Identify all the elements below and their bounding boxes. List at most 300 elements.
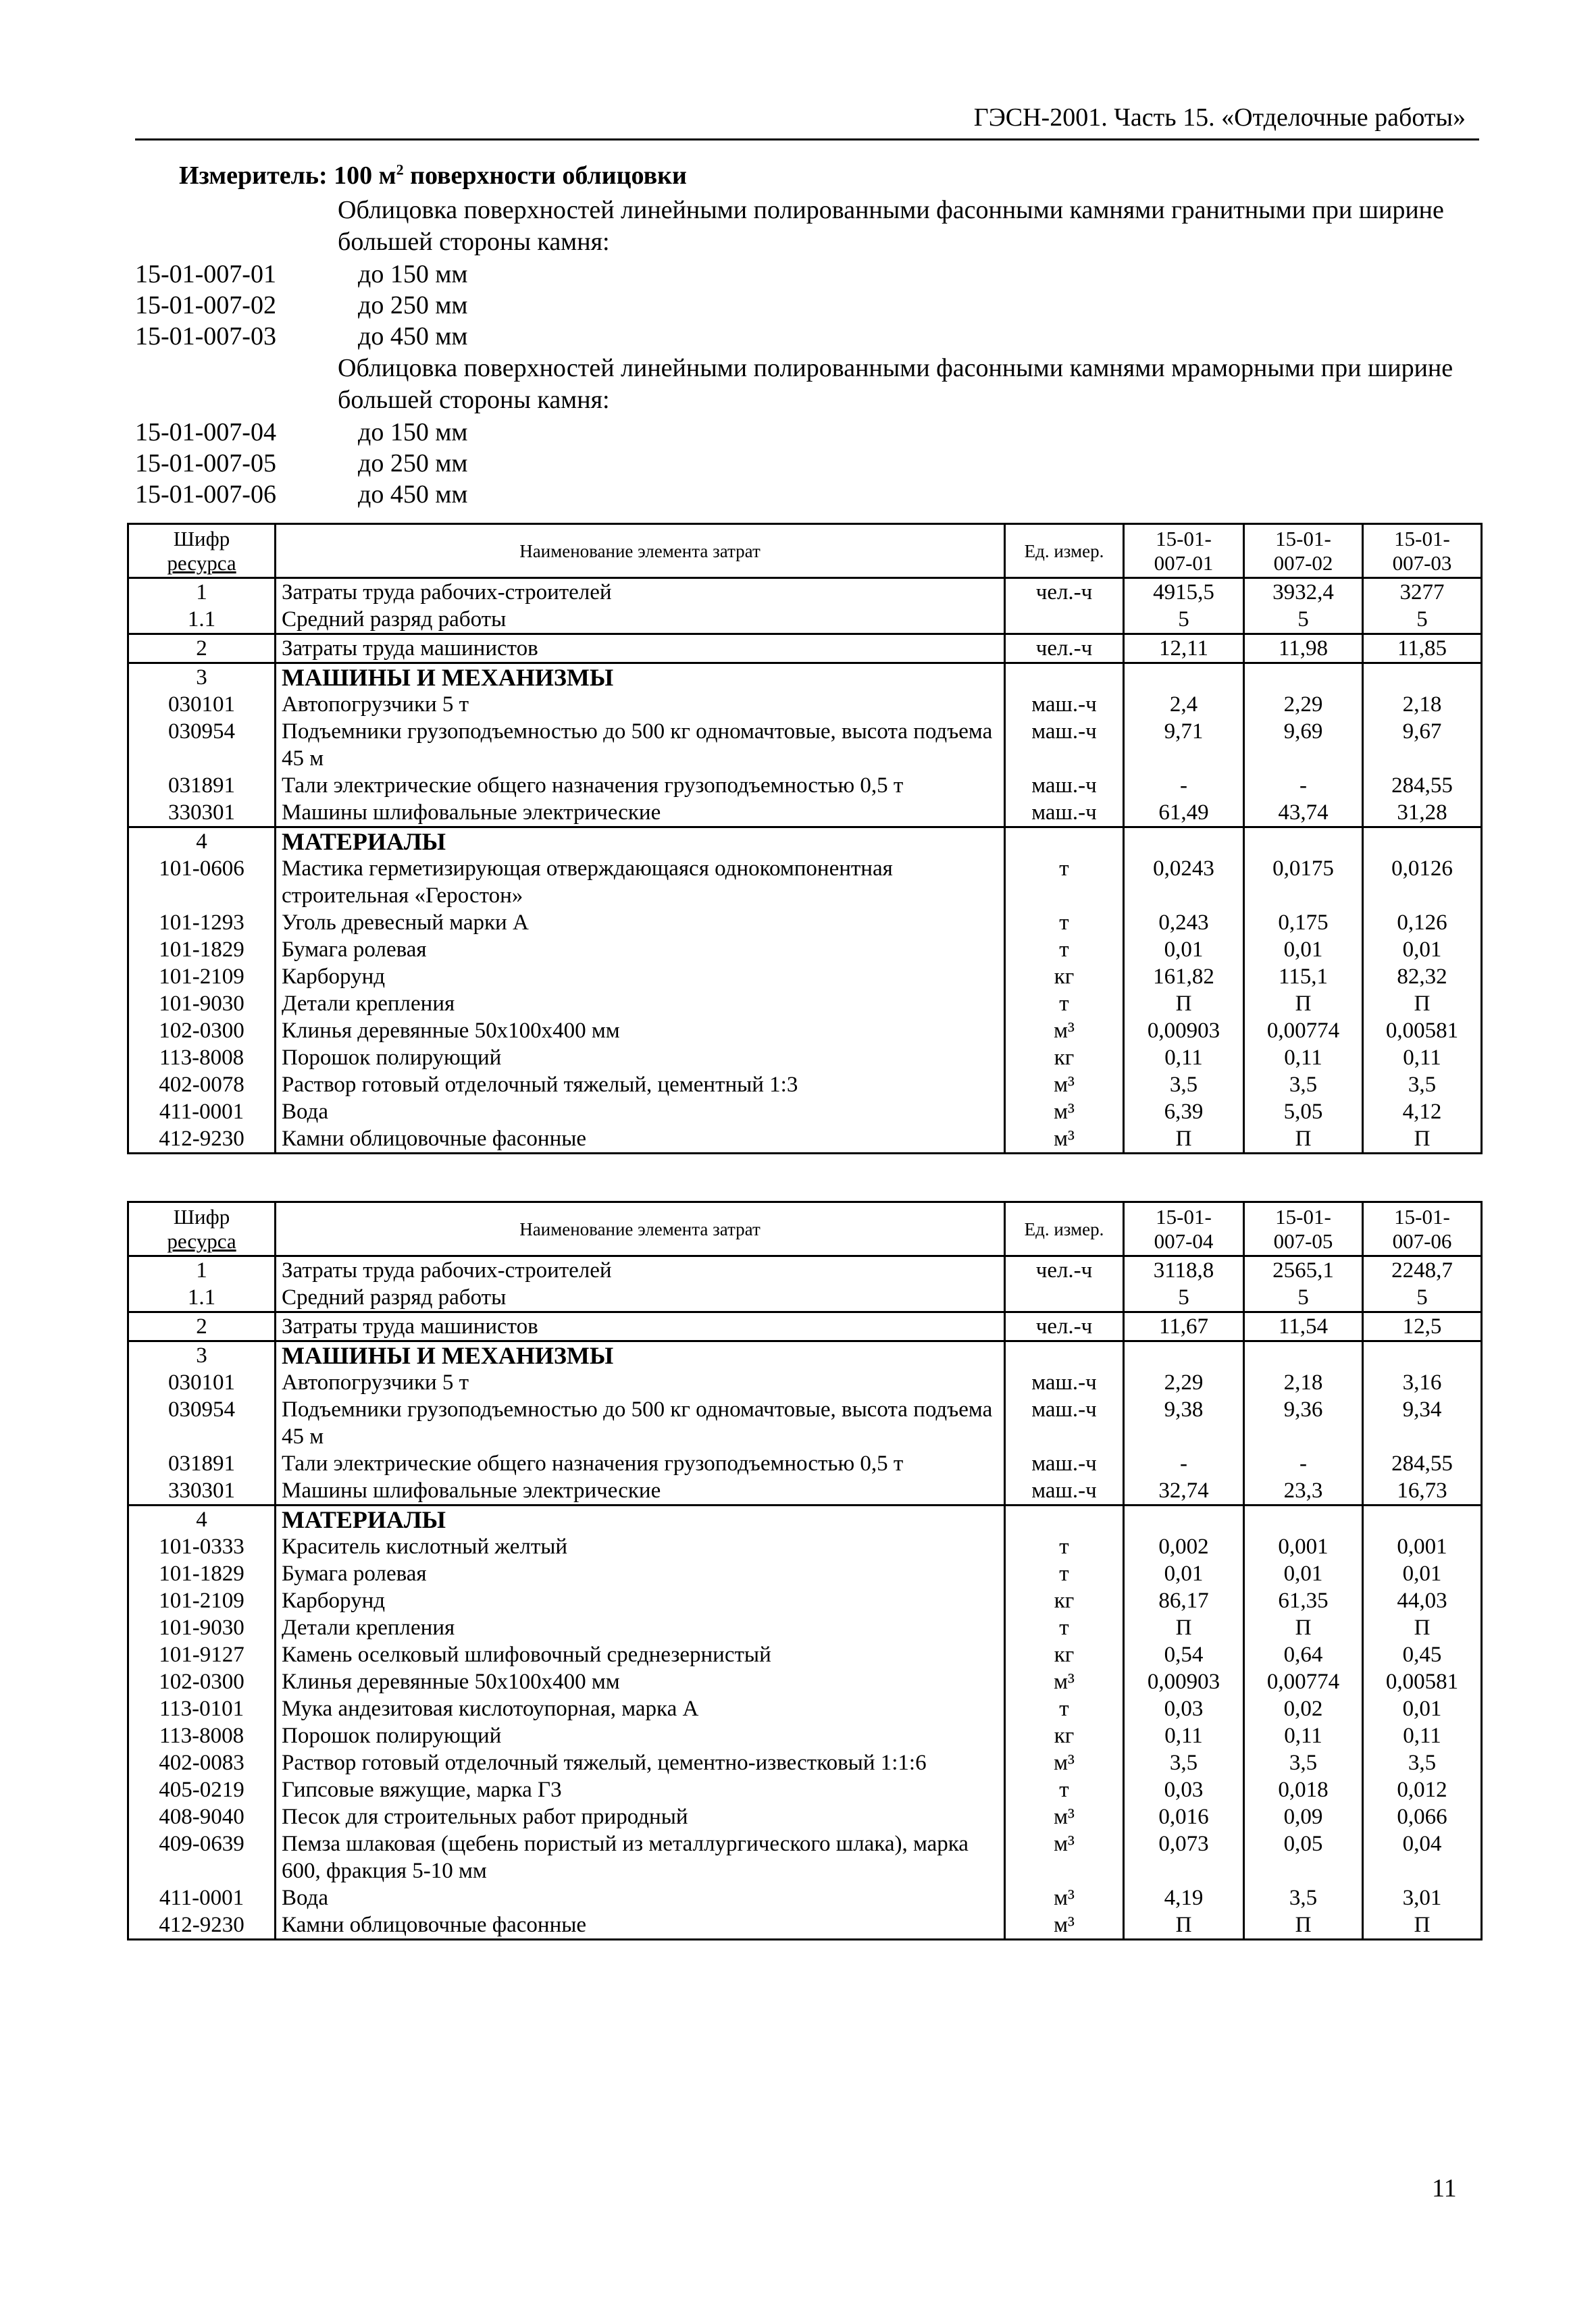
resource-name: Уголь древесный марки А [276,909,1005,936]
value-col1: 0,073 [1124,1830,1244,1884]
value-col2: 0,09 [1244,1803,1363,1830]
resource-name: Вода [276,1884,1005,1911]
resource-code: 113-8008 [128,1722,276,1749]
value-col3: 9,34 [1363,1396,1482,1450]
value-col2: 0,018 [1244,1776,1363,1803]
resource-name: Карборунд [276,1587,1005,1614]
table-row [128,1533,1482,1560]
header-col2 [1244,524,1363,578]
table-row [128,827,1482,856]
resource-code: 2 [128,1312,276,1341]
resource-unit: чел.-ч [1005,1312,1124,1341]
value-col1: 3118,8 [1124,1256,1244,1285]
table-row [128,718,1482,772]
value-col2 [1244,1341,1363,1370]
header-col1 [1124,1202,1244,1256]
value-col1: 0,00903 [1124,1668,1244,1695]
value-col2: П [1244,1911,1363,1940]
resource-code: 330301 [128,799,276,827]
resource-unit: кг [1005,1587,1124,1614]
table-row [128,1749,1482,1776]
value-col3: 5 [1363,1284,1482,1312]
resource-name: Гипсовые вяжущие, марка Г3 [276,1776,1005,1803]
table-row [128,990,1482,1017]
table-row [128,1830,1482,1884]
value-col3: 5 [1363,606,1482,634]
value-col2: 0,11 [1244,1722,1363,1749]
resource-code: 031891 [128,1450,276,1477]
header-unit: Ед. измер. [1005,524,1124,578]
resource-code: 411-0001 [128,1098,276,1125]
value-col3 [1363,663,1482,692]
value-col3: 0,04 [1363,1830,1482,1884]
header-col2-l1: 15-01- [1275,1204,1331,1229]
value-col3: 9,67 [1363,718,1482,772]
resource-unit: т [1005,855,1124,909]
table-row [128,1044,1482,1071]
value-col3 [1363,1341,1482,1370]
value-col2: П [1244,1125,1363,1154]
value-col1: 3,5 [1124,1071,1244,1098]
value-col3: 0,126 [1363,909,1482,936]
table-row [128,1017,1482,1044]
header-col1 [1124,524,1244,578]
meter-label: Измеритель: [179,161,328,190]
resource-unit: м³ [1005,1668,1124,1695]
table-row [128,1450,1482,1477]
header-name: Наименование элемента затрат [276,524,1005,578]
resource-code: 101-0606 [128,855,276,909]
resource-name: Камни облицовочные фасонные [276,1911,1005,1940]
resource-name: Мастика герметизирующая отверждающаяся однокомпонентная строительная «Геростон» [276,855,1005,909]
resource-unit: м³ [1005,1098,1124,1125]
resource-unit: т [1005,1533,1124,1560]
resource-name: Затраты труда рабочих-строителей [276,578,1005,607]
value-col3: 16,73 [1363,1477,1482,1506]
resource-name: Порошок полирующий [276,1044,1005,1071]
header-col2 [1244,1202,1363,1256]
resource-unit: маш.-ч [1005,1477,1124,1506]
value-col2: 0,175 [1244,909,1363,936]
resource-unit: м³ [1005,1884,1124,1911]
value-col3: П [1363,1614,1482,1641]
value-col3: 3,16 [1363,1369,1482,1396]
value-col1 [1124,1506,1244,1534]
meter-line [179,161,687,190]
value-col1: 61,49 [1124,799,1244,827]
table-row [128,606,1482,634]
group1-description: Облицовка поверхностей линейными полированными фасонными камнями гранитными при ширине большей стороны камня: [338,196,1444,256]
value-col2 [1244,663,1363,692]
resource-unit: т [1005,1776,1124,1803]
resource-code: 102-0300 [128,1017,276,1044]
header-code-cell [128,524,276,578]
header-col1-l1: 15-01- [1156,526,1212,550]
resource-code: 3 [128,663,276,692]
resource-unit: м³ [1005,1125,1124,1154]
resource-unit [1005,606,1124,634]
header-code-l1: Шифр [173,526,230,550]
resource-name: Подъемники грузоподъемностью до 500 кг одномачтовые, высота подъема 45 м [276,718,1005,772]
value-col2: 0,01 [1244,936,1363,963]
header-col2-l2: 007-05 [1273,1229,1333,1253]
table-row [128,1587,1482,1614]
resource-name: МАТЕРИАЛЫ [276,827,1005,856]
resource-name: Карборунд [276,963,1005,990]
resource-code: 408-9040 [128,1803,276,1830]
resource-name: Мука андезитовая кислотоупорная, марка А [276,1695,1005,1722]
resource-unit: чел.-ч [1005,578,1124,607]
resource-name: Раствор готовый отделочный тяжелый, цементный 1:3 [276,1071,1005,1098]
table-row [128,691,1482,718]
value-col1: 5 [1124,606,1244,634]
resource-code: 030101 [128,691,276,718]
resource-unit: т [1005,1560,1124,1587]
value-col3: 0,01 [1363,1560,1482,1587]
value-col1: 0,54 [1124,1641,1244,1668]
resource-name: Бумага ролевая [276,1560,1005,1587]
norm-code: 15-01-007-05 [135,449,276,478]
header-col3 [1363,1202,1482,1256]
value-col3: 2248,7 [1363,1256,1482,1285]
header-col3-l1: 15-01- [1394,1204,1450,1229]
resource-name: Клинья деревянные 50х100х400 мм [276,1668,1005,1695]
resource-unit [1005,1341,1124,1370]
norm-code: 15-01-007-01 [135,260,276,288]
value-col3: 12,5 [1363,1312,1482,1341]
resource-code: 402-0083 [128,1749,276,1776]
table-row [128,1477,1482,1506]
resource-name: Пемза шлаковая (щебень пористый из металлургического шлака), марка 600, фракция 5-10 мм [276,1830,1005,1884]
value-col1: 0,016 [1124,1803,1244,1830]
resource-unit: м³ [1005,1803,1124,1830]
value-col2: 115,1 [1244,963,1363,990]
table-row [128,936,1482,963]
table-row [128,1641,1482,1668]
resource-code: 1 [128,1256,276,1285]
resource-table-1 [127,523,1483,1154]
page-number: 11 [1432,2174,1457,2203]
group2-description: Облицовка поверхностей линейными полированными фасонными камнями мраморными при ширине большей стороны камня: [338,354,1453,414]
resource-unit: м³ [1005,1911,1124,1940]
value-col3: 44,03 [1363,1587,1482,1614]
value-col2: 3,5 [1244,1749,1363,1776]
value-col1: 9,71 [1124,718,1244,772]
value-col3: 0,01 [1363,1695,1482,1722]
resource-code: 1.1 [128,606,276,634]
value-col2: 9,69 [1244,718,1363,772]
value-col1: 11,67 [1124,1312,1244,1341]
value-col1: 0,002 [1124,1533,1244,1560]
table-row [128,1369,1482,1396]
resource-unit: м³ [1005,1749,1124,1776]
resource-code: 101-0333 [128,1533,276,1560]
value-col2: 0,05 [1244,1830,1363,1884]
value-col1: 0,03 [1124,1776,1244,1803]
value-col1: 6,39 [1124,1098,1244,1125]
value-col1: 5 [1124,1284,1244,1312]
table-row [128,963,1482,990]
resource-name: Детали крепления [276,990,1005,1017]
resource-code: 030954 [128,1396,276,1450]
norm-size: до 250 мм [358,449,468,478]
value-col2: 5 [1244,606,1363,634]
table-row [128,1911,1482,1940]
header-col2-l1: 15-01- [1275,526,1331,550]
header-col1-l1: 15-01- [1156,1204,1212,1229]
table-row [128,578,1482,607]
value-col1: 3,5 [1124,1749,1244,1776]
value-col2: 23,3 [1244,1477,1363,1506]
resource-name: Средний разряд работы [276,1284,1005,1312]
resource-unit: маш.-ч [1005,1369,1124,1396]
resource-name: Песок для строительных работ природный [276,1803,1005,1830]
value-col1: 9,38 [1124,1396,1244,1450]
resource-unit [1005,1506,1124,1534]
header-code-l1: Шифр [173,1204,230,1229]
table-row [128,1722,1482,1749]
value-col1: 0,243 [1124,909,1244,936]
value-col2 [1244,827,1363,856]
value-col1: 4,19 [1124,1884,1244,1911]
value-col2: 3932,4 [1244,578,1363,607]
resource-code: 113-8008 [128,1044,276,1071]
value-col3: 284,55 [1363,772,1482,799]
resource-unit: маш.-ч [1005,718,1124,772]
resource-unit: т [1005,1614,1124,1641]
value-col2: 0,00774 [1244,1668,1363,1695]
running-title: ГЭСН-2001. Часть 15. «Отделочные работы» [973,103,1466,132]
value-col1: 32,74 [1124,1477,1244,1506]
value-col3: 0,012 [1363,1776,1482,1803]
resource-name: Автопогрузчики 5 т [276,1369,1005,1396]
value-col2: П [1244,1614,1363,1641]
resource-unit: маш.-ч [1005,691,1124,718]
value-col3: 2,18 [1363,691,1482,718]
table-row [128,1256,1482,1285]
value-col1: 2,4 [1124,691,1244,718]
value-col3: 82,32 [1363,963,1482,990]
table-row [128,772,1482,799]
header-col1-l2: 007-04 [1154,1229,1214,1253]
resource-code: 101-9030 [128,1614,276,1641]
table-row [128,1071,1482,1098]
value-col2: 0,64 [1244,1641,1363,1668]
resource-unit: маш.-ч [1005,772,1124,799]
value-col2 [1244,1506,1363,1534]
resource-name: Средний разряд работы [276,606,1005,634]
value-col2: 43,74 [1244,799,1363,827]
resource-code: 113-0101 [128,1695,276,1722]
resource-unit: т [1005,936,1124,963]
value-col2: - [1244,1450,1363,1477]
header-rule [135,138,1479,140]
resource-name: Затраты труда рабочих-строителей [276,1256,1005,1285]
table-row [128,1776,1482,1803]
table-row [128,634,1482,663]
value-col1 [1124,827,1244,856]
resource-name: Затраты труда машинистов [276,1312,1005,1341]
resource-name: Камни облицовочные фасонные [276,1125,1005,1154]
header-name: Наименование элемента затрат [276,1202,1005,1256]
value-col3: 3,5 [1363,1749,1482,1776]
table-row [128,1560,1482,1587]
norm-size: до 150 мм [358,418,468,446]
resource-code: 402-0078 [128,1071,276,1098]
resource-code: 411-0001 [128,1884,276,1911]
resource-code: 101-1829 [128,1560,276,1587]
resource-code: 1 [128,578,276,607]
value-col3: 0,0126 [1363,855,1482,909]
value-col3: 3,01 [1363,1884,1482,1911]
resource-name: Камень оселковый шлифовочный среднезернистый [276,1641,1005,1668]
header-col3-l2: 007-03 [1392,550,1452,575]
header-code-l2: ресурса [167,1229,236,1253]
value-col2: 2565,1 [1244,1256,1363,1285]
resource-unit [1005,663,1124,692]
resource-unit: т [1005,990,1124,1017]
value-col1: 0,03 [1124,1695,1244,1722]
norm-size: до 450 мм [358,322,468,351]
value-col2: 0,11 [1244,1044,1363,1071]
resource-code: 101-9127 [128,1641,276,1668]
value-col3 [1363,827,1482,856]
resource-code: 101-1829 [128,936,276,963]
value-col1: 2,29 [1124,1369,1244,1396]
value-col1: П [1124,1614,1244,1641]
resource-name: Клинья деревянные 50х100х400 мм [276,1017,1005,1044]
resource-code: 101-2109 [128,1587,276,1614]
resource-code: 4 [128,1506,276,1534]
resource-name: Подъемники грузоподъемностью до 500 кг одномачтовые, высота подъема 45 м [276,1396,1005,1450]
value-col1: П [1124,1125,1244,1154]
resource-code: 031891 [128,772,276,799]
table-row [128,1284,1482,1312]
resource-code: 1.1 [128,1284,276,1312]
header-col3-l2: 007-06 [1392,1229,1452,1253]
table-body [128,1256,1482,1940]
table-row [128,855,1482,909]
resource-unit: т [1005,909,1124,936]
value-col1: 161,82 [1124,963,1244,990]
resource-code: 409-0639 [128,1830,276,1884]
resource-unit: кг [1005,1722,1124,1749]
resource-name: МАТЕРИАЛЫ [276,1506,1005,1534]
value-col2: 3,5 [1244,1884,1363,1911]
table-row [128,1614,1482,1641]
value-col1: П [1124,1911,1244,1940]
value-col3: 0,11 [1363,1722,1482,1749]
value-col3: 0,066 [1363,1803,1482,1830]
table-row [128,909,1482,936]
resource-code: 030101 [128,1369,276,1396]
value-col1: 0,11 [1124,1722,1244,1749]
value-col2: П [1244,990,1363,1017]
value-col1: 0,0243 [1124,855,1244,909]
resource-unit: чел.-ч [1005,1256,1124,1285]
resource-unit [1005,827,1124,856]
value-col3: 0,45 [1363,1641,1482,1668]
value-col1: 86,17 [1124,1587,1244,1614]
value-col3: 3277 [1363,578,1482,607]
resource-unit: маш.-ч [1005,1396,1124,1450]
meter-value: 100 м [334,161,396,190]
resource-name: Машины шлифовальные электрические [276,799,1005,827]
resource-code: 412-9230 [128,1125,276,1154]
resource-table-2 [127,1201,1483,1940]
value-col3: 284,55 [1363,1450,1482,1477]
value-col2: 11,54 [1244,1312,1363,1341]
table-row [128,663,1482,692]
resource-name: Порошок полирующий [276,1722,1005,1749]
resource-unit: кг [1005,1044,1124,1071]
table-row [128,1506,1482,1534]
table-row [128,1341,1482,1370]
norm-size: до 450 мм [358,480,468,509]
table-row [128,1668,1482,1695]
value-col1 [1124,663,1244,692]
resource-name: Машины шлифовальные электрические [276,1477,1005,1506]
resource-name: Детали крепления [276,1614,1005,1641]
resource-code: 4 [128,827,276,856]
value-col2: 0,00774 [1244,1017,1363,1044]
header-col3-l1: 15-01- [1394,526,1450,550]
meter-rest: поверхности облицовки [403,161,687,190]
resource-code: 102-0300 [128,1668,276,1695]
value-col2: 2,29 [1244,691,1363,718]
resource-unit: м³ [1005,1071,1124,1098]
resource-name: Краситель кислотный желтый [276,1533,1005,1560]
value-col1: 12,11 [1124,634,1244,663]
value-col1: 0,00903 [1124,1017,1244,1044]
norm-size: до 250 мм [358,291,468,319]
resource-code: 101-9030 [128,990,276,1017]
header-code-cell [128,1202,276,1256]
table-row [128,1803,1482,1830]
table-row [128,799,1482,827]
value-col3: 0,11 [1363,1044,1482,1071]
header-col3 [1363,524,1482,578]
value-col1 [1124,1341,1244,1370]
resource-name: Вода [276,1098,1005,1125]
value-col1: 4915,5 [1124,578,1244,607]
value-col2: 61,35 [1244,1587,1363,1614]
table-row [128,1312,1482,1341]
table-row [128,1098,1482,1125]
header-code-l2: ресурса [167,550,236,575]
resource-name: Бумага ролевая [276,936,1005,963]
resource-code: 101-1293 [128,909,276,936]
table-body [128,578,1482,1154]
value-col1: 0,01 [1124,936,1244,963]
value-col3: 0,001 [1363,1533,1482,1560]
table-row [128,1884,1482,1911]
norm-size: до 150 мм [358,260,468,288]
resource-code: 030954 [128,718,276,772]
value-col3: 11,85 [1363,634,1482,663]
resource-code: 330301 [128,1477,276,1506]
value-col3: 0,01 [1363,936,1482,963]
value-col3: П [1363,990,1482,1017]
resource-unit: кг [1005,1641,1124,1668]
resource-unit: чел.-ч [1005,634,1124,663]
resource-unit: маш.-ч [1005,1450,1124,1477]
value-col2: 9,36 [1244,1396,1363,1450]
value-col1: - [1124,772,1244,799]
resource-code: 2 [128,634,276,663]
resource-unit: маш.-ч [1005,799,1124,827]
meter-sup: 2 [396,161,404,178]
